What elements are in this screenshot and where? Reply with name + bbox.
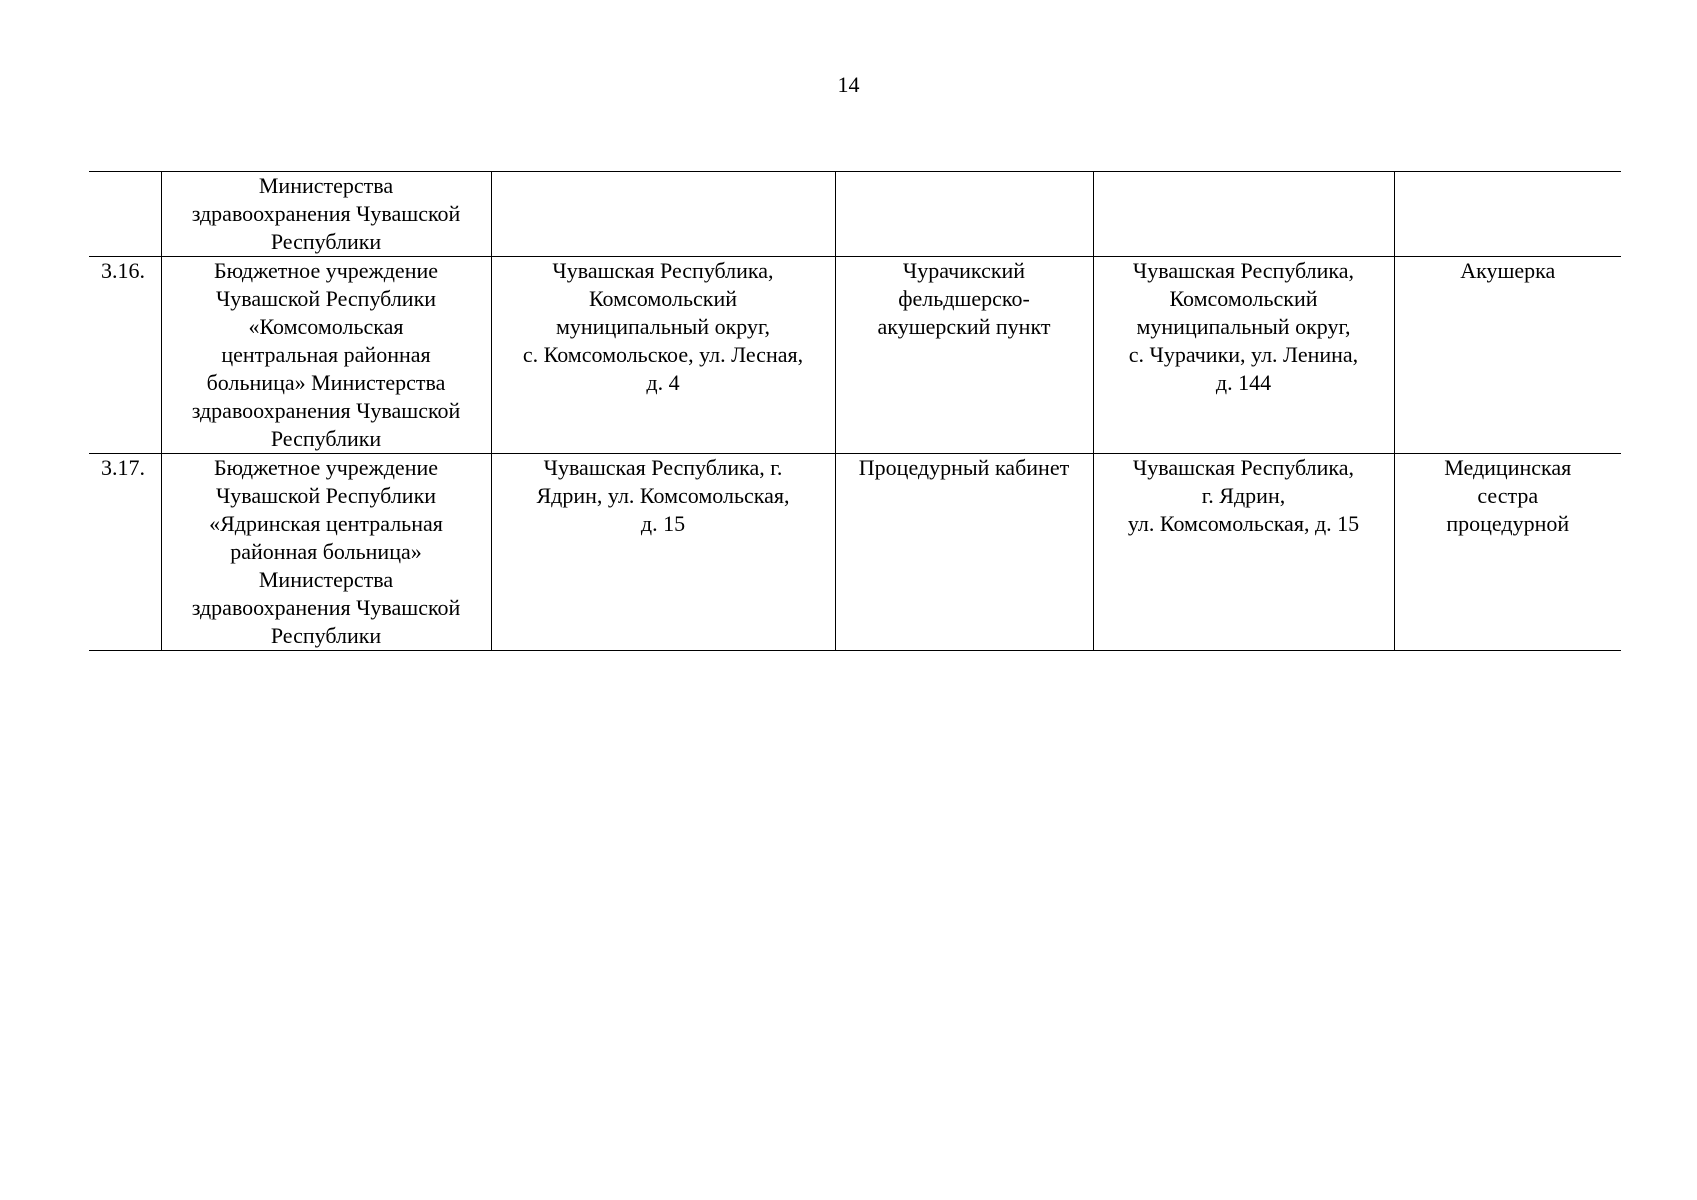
organization-address-cell xyxy=(491,172,835,257)
facilities-table xyxy=(89,171,1621,651)
unit-cell xyxy=(835,172,1093,257)
table-row xyxy=(89,257,1621,454)
organization-address-cell: Чувашская Республика, Комсомольский муниципальный округ, с. Комсомольское, ул. Лесная, д. 4 xyxy=(491,257,835,454)
position-cell: Акушерка xyxy=(1394,257,1621,454)
organization-cell: Бюджетное учреждение Чувашской Республики «Комсомольская центральная районная больница» Министерства здравоохранения Чувашской Республики xyxy=(161,257,491,454)
position-cell xyxy=(1394,172,1621,257)
row-number-cell: 3.17. xyxy=(89,454,161,651)
table-row xyxy=(89,454,1621,651)
unit-cell: Процедурный кабинет xyxy=(835,454,1093,651)
position-cell: Медицинская сестра процедурной xyxy=(1394,454,1621,651)
page-number: 14 xyxy=(837,72,860,97)
unit-address-cell: Чувашская Республика, г. Ядрин, ул. Комсомольская, д. 15 xyxy=(1093,454,1394,651)
organization-cell: Министерства здравоохранения Чувашской Республики xyxy=(161,172,491,257)
organization-address-cell: Чувашская Республика, г. Ядрин, ул. Комсомольская, д. 15 xyxy=(491,454,835,651)
organization-cell: Бюджетное учреждение Чувашской Республики «Ядринская центральная районная больница» Министерства здравоохранения Чувашской Республики xyxy=(161,454,491,651)
row-number-cell: 3.16. xyxy=(89,257,161,454)
unit-address-cell xyxy=(1093,172,1394,257)
unit-cell: Чурачикский фельдшерско- акушерский пункт xyxy=(835,257,1093,454)
unit-address-cell: Чувашская Республика, Комсомольский муниципальный округ, с. Чурачики, ул. Ленина, д. 144 xyxy=(1093,257,1394,454)
row-number-cell xyxy=(89,172,161,257)
table-row xyxy=(89,172,1621,257)
